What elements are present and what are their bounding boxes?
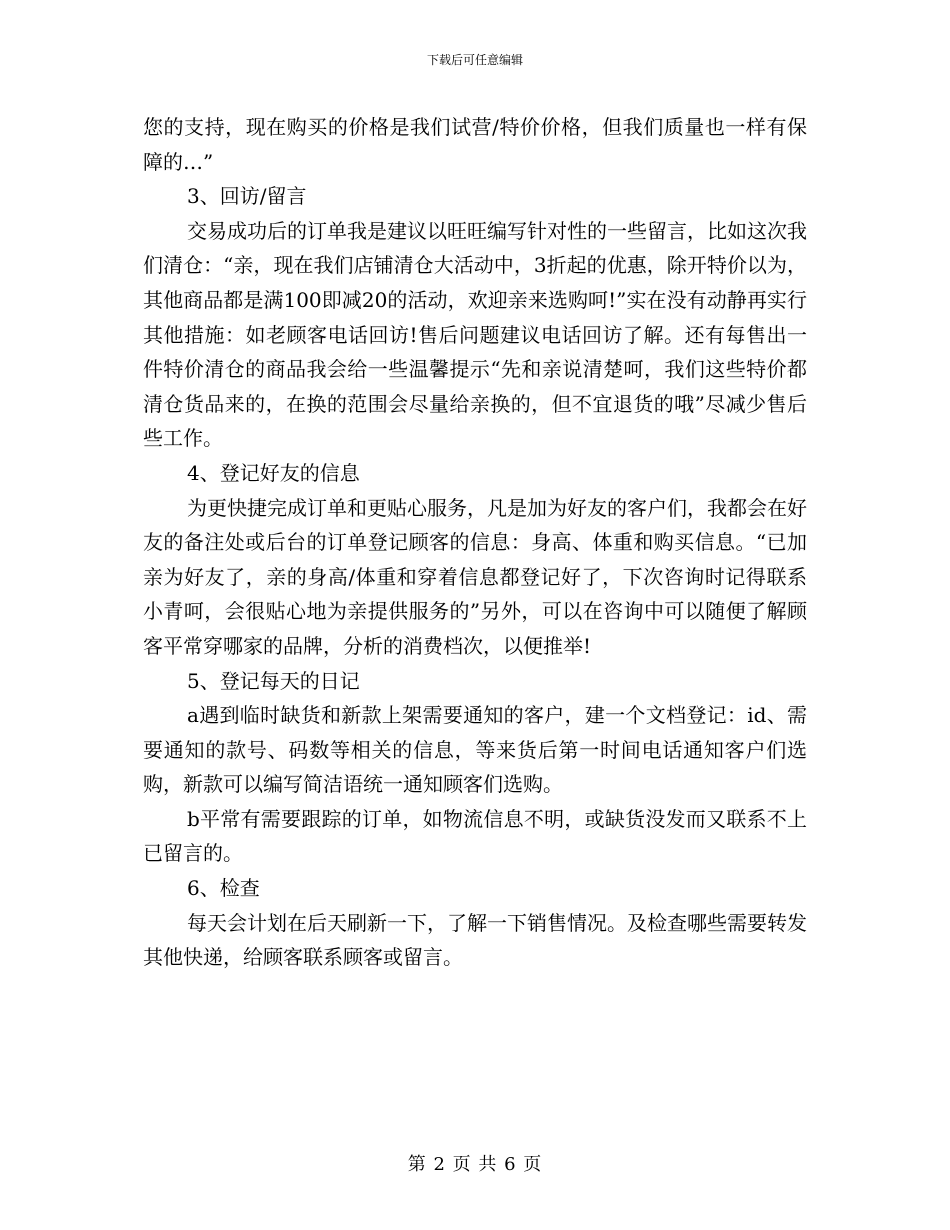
- section-heading-check: 6、检查: [187, 876, 260, 901]
- paragraph: 为更快捷完成订单和更贴心服务，凡是加为好友的客户们，我都会在好友的备注处或后台的订单登记顾客的信息：身高、体重和购买信息。“已加亲为好友了，亲的身高/体重和穿着信息都登记好了，下次咨询时记得联系小青呵，会很贴心地为亲提供服务的”另外，可以在咨询中可以随便了解顾客平常穿哪家的品牌，分析的消费档次，以便推举!: [143, 495, 807, 658]
- page-number: 第 2 页 共 6 页: [407, 1154, 543, 1175]
- paragraph: 每天会计划在后天刷新一下，了解一下销售情况。及检查哪些需要转发其他快递，给顾客联系顾客或留言。: [143, 910, 807, 970]
- paragraph: 交易成功后的订单我是建议以旺旺编写针对性的一些留言，比如这次我们清仓：“亲，现在我们店铺清仓大活动中，3折起的优惠，除开特价以为，其他商品都是满100即减20的活动，欢迎亲来选购呵!”实在没有动静再实行其他措施：如老顾客电话回访!售后问题建议电话回访了解。还有每售出一件特价清仓的商品我会给一些温馨提示“先和亲说清楚呵，我们这些特价都清仓货品来的，在换的范围会尽量给亲换的，但不宜退货的哦”尽减少售后些工作。: [143, 218, 807, 451]
- paragraph: b平常有需要跟踪的订单，如物流信息不明，或缺货没发而又联系不上已留言的。: [143, 806, 807, 866]
- page-header-note: 下载后可任意编辑: [426, 53, 523, 67]
- document-body: [143, 110, 807, 975]
- section-heading-daily-log: 5、登记每天的日记: [187, 668, 360, 693]
- paragraph: 您的支持，现在购买的价格是我们试营/特价价格，但我们质量也一样有保障的…”: [143, 115, 807, 174]
- section-heading-register-friends: 4、登记好友的信息: [187, 460, 360, 485]
- section-heading-revisit: 3、回访/留言: [187, 184, 307, 209]
- paragraph: a遇到临时缺货和新款上架需要通知的客户，建一个文档登记：id、需要通知的款号、码数等相关的信息，等来货后第一时间电话通知客户们选购，新款可以编写简洁语统一通知顾客们选购。: [143, 703, 807, 797]
